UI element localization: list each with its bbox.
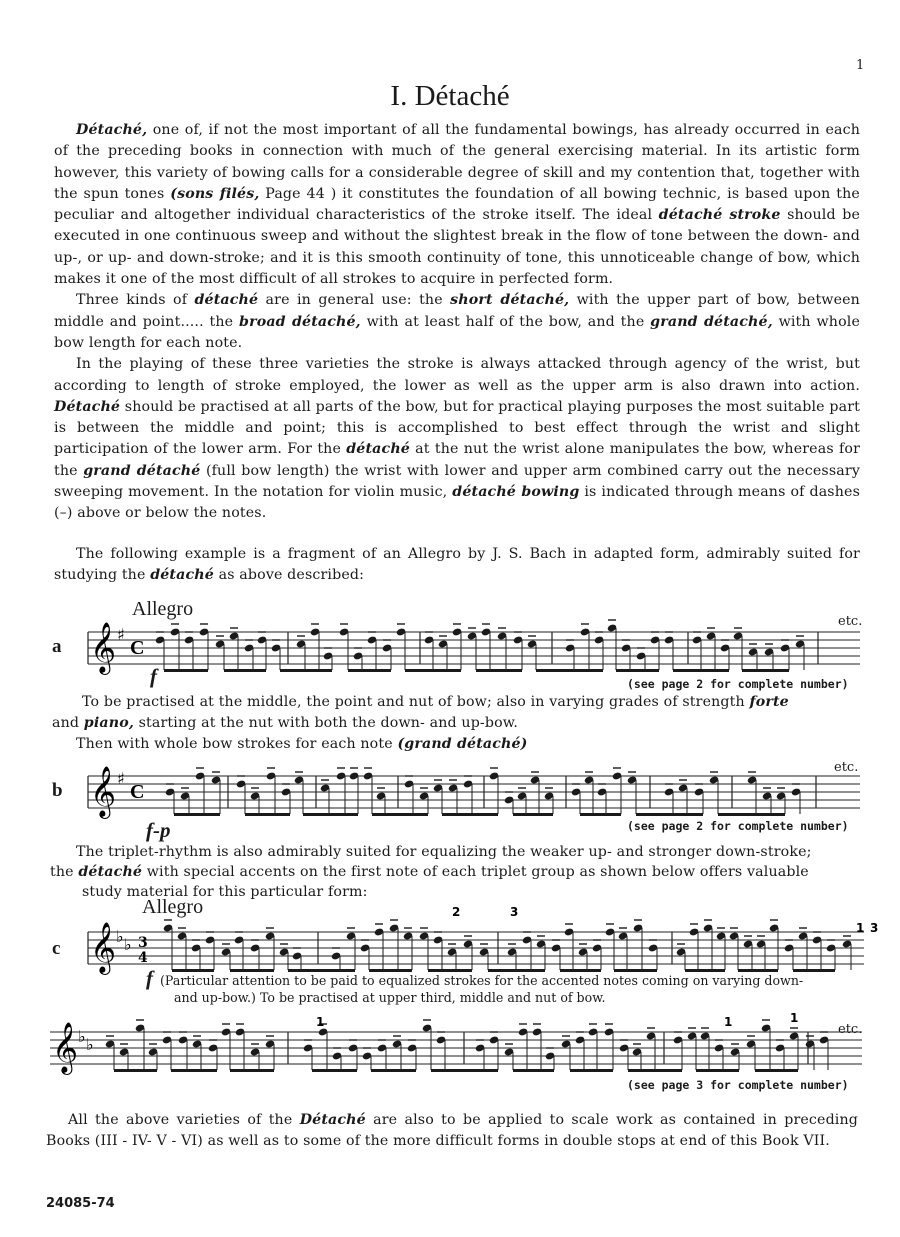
fingering-mark: 3 [870, 921, 879, 935]
beam [280, 669, 332, 672]
beam [718, 813, 785, 816]
fingering-mark: 1 [316, 1015, 325, 1029]
beam [288, 969, 355, 972]
flat-icon: ♭ [124, 935, 132, 954]
page-title: I. Détaché [390, 80, 510, 112]
example-a-label: a [52, 636, 62, 657]
paragraph-4: The following example is a fragment of an Allegro by J. S. Bach in adapted form, admirably suited for studying the détaché as above described: [54, 546, 860, 584]
page-number: 1 [856, 58, 865, 73]
example-c-note-line1: (Particular attention to be paid to equalized strokes for the accented notes coming on varying down- [160, 973, 804, 988]
example-c-reference: (see page 3 for complete number) [627, 1078, 849, 1092]
closing-paragraph: All the above varieties of the Détaché are also to be applied to scale work as contained in preceding Books (III - IV- V - VI) as well as to some of the more difficult forms in double stops at end of this Book VII. [46, 1112, 859, 1150]
beam [513, 1069, 554, 1072]
time-signature-top: 3 [138, 935, 148, 951]
example-b-dynamic: f-p [146, 818, 171, 842]
beam [580, 813, 621, 816]
text-a-line3: Then with whole bow strokes for each note (grand détaché) [76, 736, 528, 752]
beam [560, 969, 601, 972]
text-b-line1: The triplet-rhythm is also admirably suited for equalizing the weaker up- and stronger down-stroke; [76, 844, 812, 860]
fingering-marks [452, 905, 878, 935]
beam [230, 969, 274, 972]
beam [696, 1069, 739, 1072]
paragraph-1: Détaché, one of, if not the most important of all the fundamental bowings, has already occurred in each of the preceding books in connection with much of the general exercising material. In its artistic form however, this variety of bowing calls for a considerable degree of skill and my contention that, together with the spun tones (sons filés, Page 44 ) it constitutes the foundation of all bowing technic, is based upon the peculiar and altogether individual characteristics of the stroke itself. The ideal détaché stroke should be executed in one continuous sweep and without the slightest break in the flow of tone between the down- and up-, or up- and down-stroke; and it is this smooth continuity of tone, this unnoticeable change of bow, which makes it one of the most difficult of all strokes to acquire in perfected form. [54, 122, 860, 288]
beam [685, 969, 725, 972]
fingering-mark: 1 [724, 1015, 733, 1029]
closing-text [46, 1110, 858, 1153]
flat-icon: ♭ [116, 927, 124, 946]
beam [442, 813, 498, 816]
beam [312, 1069, 357, 1072]
text-a-line1: To be practised at the middle, the point and nut of bow; also in varying grades of strength forte [82, 694, 789, 710]
beam [372, 813, 428, 816]
text-b-line2: the détaché with special accents on the first note of each triplet group as shown below offers valuable [50, 864, 809, 880]
staff-b [0, 762, 900, 822]
paragraph-2: Three kinds of détaché are in general use: the short détaché, with the upper part of bow, between middle and point..... the broad détaché, with at least half of the bow, and the grand détaché, with whole bow length for each note. [54, 292, 860, 351]
time-signature-bottom: 4 [138, 950, 148, 966]
beam [371, 1069, 416, 1072]
example-c-dynamic: f [146, 966, 153, 990]
beam [738, 969, 778, 972]
fingering-mark: 2 [452, 905, 461, 919]
beam [172, 969, 214, 972]
beam [570, 1069, 613, 1072]
beam [348, 669, 391, 672]
example-b-etc: etc. [834, 760, 859, 775]
fingering-mark: 1 [856, 921, 865, 935]
example-b-label: b [52, 780, 63, 801]
intro-example-text [54, 544, 860, 587]
example-a-reference: (see page 2 for complete number) [627, 677, 849, 691]
example-a-etc: etc. [838, 614, 863, 629]
fingering-marks [316, 1011, 798, 1029]
fingering-mark: 1 [790, 1011, 799, 1025]
beam [174, 813, 220, 816]
sharp-icon: ♯ [117, 625, 125, 644]
plate-number: 24085-74 [46, 1196, 115, 1211]
beam [793, 969, 835, 972]
common-time-icon: C [130, 781, 145, 803]
beam [742, 669, 789, 672]
beam [536, 669, 603, 672]
text-b-line3: study material for this particular form: [82, 884, 368, 900]
example-a-dynamic: f [150, 664, 157, 688]
beam [476, 669, 522, 672]
example-c-etc: etc. [838, 1022, 863, 1037]
example-a-tempo: Allegro [132, 598, 194, 620]
beam [303, 813, 358, 816]
beam [614, 969, 657, 972]
flat-icon: ♭ [86, 1035, 94, 1054]
staff-c-continued [0, 1011, 900, 1080]
treble-clef-icon: 𝄞 [90, 622, 117, 673]
treble-clef-icon: 𝄞 [52, 1022, 79, 1073]
beam [171, 1069, 217, 1072]
beam [114, 1069, 157, 1072]
text-a-line2: and piano, starting at the nut with both the down- and up-bow. [52, 715, 519, 731]
example-b-reference: (see page 2 for complete number) [627, 819, 849, 833]
flat-icon: ♭ [78, 1027, 86, 1046]
beam [431, 1069, 498, 1072]
beam [513, 813, 553, 816]
beam [636, 813, 703, 816]
beam [164, 669, 208, 672]
example-c-note-line2: and up-bow.) To be practised at upper third, middle and nut of bow. [174, 990, 606, 1005]
body-text [54, 120, 860, 525]
beam [230, 1069, 274, 1072]
beam [369, 969, 412, 972]
paragraph-3: In the playing of these three varieties the stroke is always attacked through agency of the wrist, but according to length of stroke employed, the lower as well as the upper arm is also drawn into action. Détaché should be practised at all parts of the bow, but for practical playing purposes the most suitable part is between the middle and point; this is accomplished to best effect through the wrist and slight participation of the lower arm. For the détaché at the nut the wrist alone manipulates the bow, whereas for the grand détaché (full bow length) the wrist with lower and upper arm combined carry out the necessary sweeping movement. In the notation for violin music, détaché bowing is indicated through means of dashes (–) above or below the notes. [54, 356, 860, 522]
beam [616, 669, 659, 672]
beam [245, 813, 290, 816]
sharp-icon: ♯ [117, 769, 125, 788]
example-c-label: c [52, 938, 61, 959]
treble-clef-icon: 𝄞 [90, 922, 117, 973]
staff-a [0, 618, 900, 678]
beam [755, 1069, 798, 1072]
common-time-icon: C [130, 637, 145, 659]
example-c-tempo: Allegro [142, 896, 204, 918]
fingering-mark: 3 [510, 905, 519, 919]
treble-clef-icon: 𝄞 [90, 766, 117, 817]
beam [428, 969, 472, 972]
beam [224, 669, 266, 672]
